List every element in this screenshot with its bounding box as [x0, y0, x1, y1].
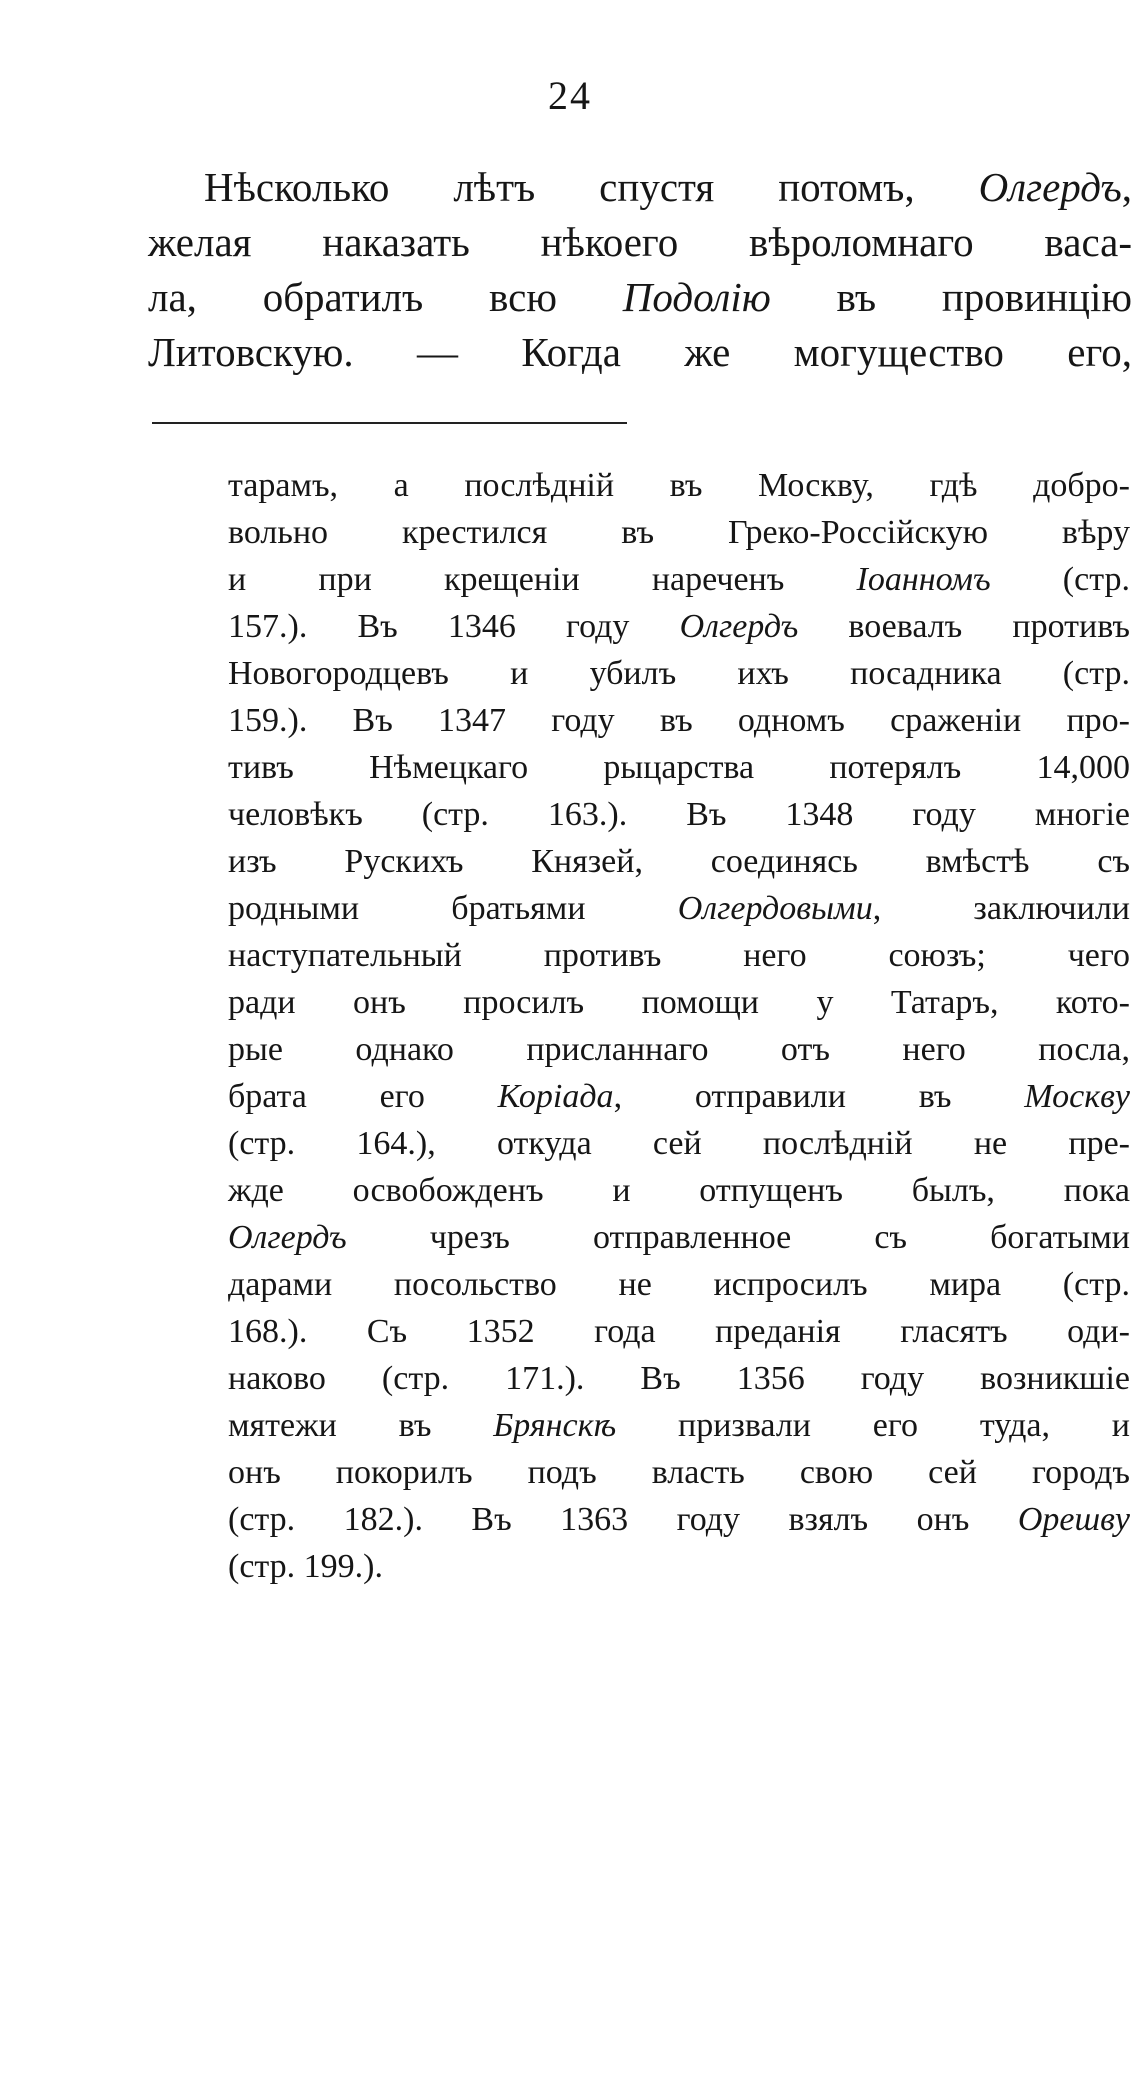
footnote-line: (стр. 164.), откуда сей послѣдній не пре-: [228, 1125, 1130, 1162]
main-text-line: желая наказать нѣкоего вѣроломнаго васа-: [148, 219, 1132, 265]
footnote-line: тарамъ, а послѣдній въ Москву, гдѣ добро-: [228, 467, 1130, 504]
footnote-line: тивъ Нѣмецкаго рыцарства потерялъ 14,000: [228, 749, 1130, 786]
footnote-line: 168.). Съ 1352 года преданія гласятъ оди-: [228, 1313, 1130, 1350]
footnote-line: (стр. 182.). Въ 1363 году взялъ онъ Орешву: [228, 1501, 1130, 1538]
main-text: [148, 160, 1132, 380]
footnote-line: изъ Рускихъ Князей, соединясь вмѣстѣ съ: [228, 843, 1130, 880]
footnote-line: жде освобожденъ и отпущенъ былъ, пока: [228, 1172, 1130, 1209]
main-text-line: Нѣсколько лѣтъ спустя потомъ, Олгердъ,: [204, 164, 1132, 210]
footnote-line: 157.). Въ 1346 году Олгердъ воевалъ противъ: [228, 608, 1130, 645]
footnote-line: рые однако присланнаго отъ него посла,: [228, 1031, 1130, 1068]
footnote-line: наступательный противъ него союзъ; чего: [228, 937, 1130, 974]
footnote-line: вольно крестился въ Греко-Россійскую вѣру: [228, 514, 1130, 551]
footnote-line: дарами посольство не испросилъ мира (стр.: [228, 1266, 1130, 1303]
footnote-line: брата его Коріада, отправили въ Москву: [228, 1078, 1130, 1115]
footnote-line: (стр. 199.).: [228, 1548, 384, 1585]
main-text-line: ла, обратилъ всю Подолію въ провинцію: [148, 274, 1133, 320]
footnote-line: и при крещеніи нареченъ Іоанномъ (стр.: [228, 561, 1130, 598]
footnote-line: мятежи въ Брянскѣ призвали его туда, и: [228, 1407, 1131, 1444]
footnote-line: человѣкъ (стр. 163.). Въ 1348 году многіе: [228, 796, 1130, 833]
footnote-line: Олгердъ чрезъ отправленное съ богатыми: [228, 1219, 1130, 1256]
footnote-rule: [152, 422, 627, 424]
footnote-line: 159.). Въ 1347 году въ одномъ сраженіи про-: [228, 702, 1130, 739]
main-text-line: Литовскую. — Когда же могущество его,: [148, 329, 1132, 375]
footnote-line: наково (стр. 171.). Въ 1356 году возникшіе: [228, 1360, 1130, 1397]
page-number: 24: [548, 73, 592, 118]
footnote-line: Новогородцевъ и убилъ ихъ посадника (стр.: [228, 655, 1130, 692]
footnote-line: ради онъ просилъ помощи у Татаръ, кото-: [228, 984, 1130, 1021]
footnote-line: родными братьями Олгердовыми, заключили: [228, 890, 1130, 927]
footnote-line: онъ покорилъ подъ власть свою сей городъ: [228, 1454, 1130, 1491]
footnote: [228, 462, 1130, 1590]
